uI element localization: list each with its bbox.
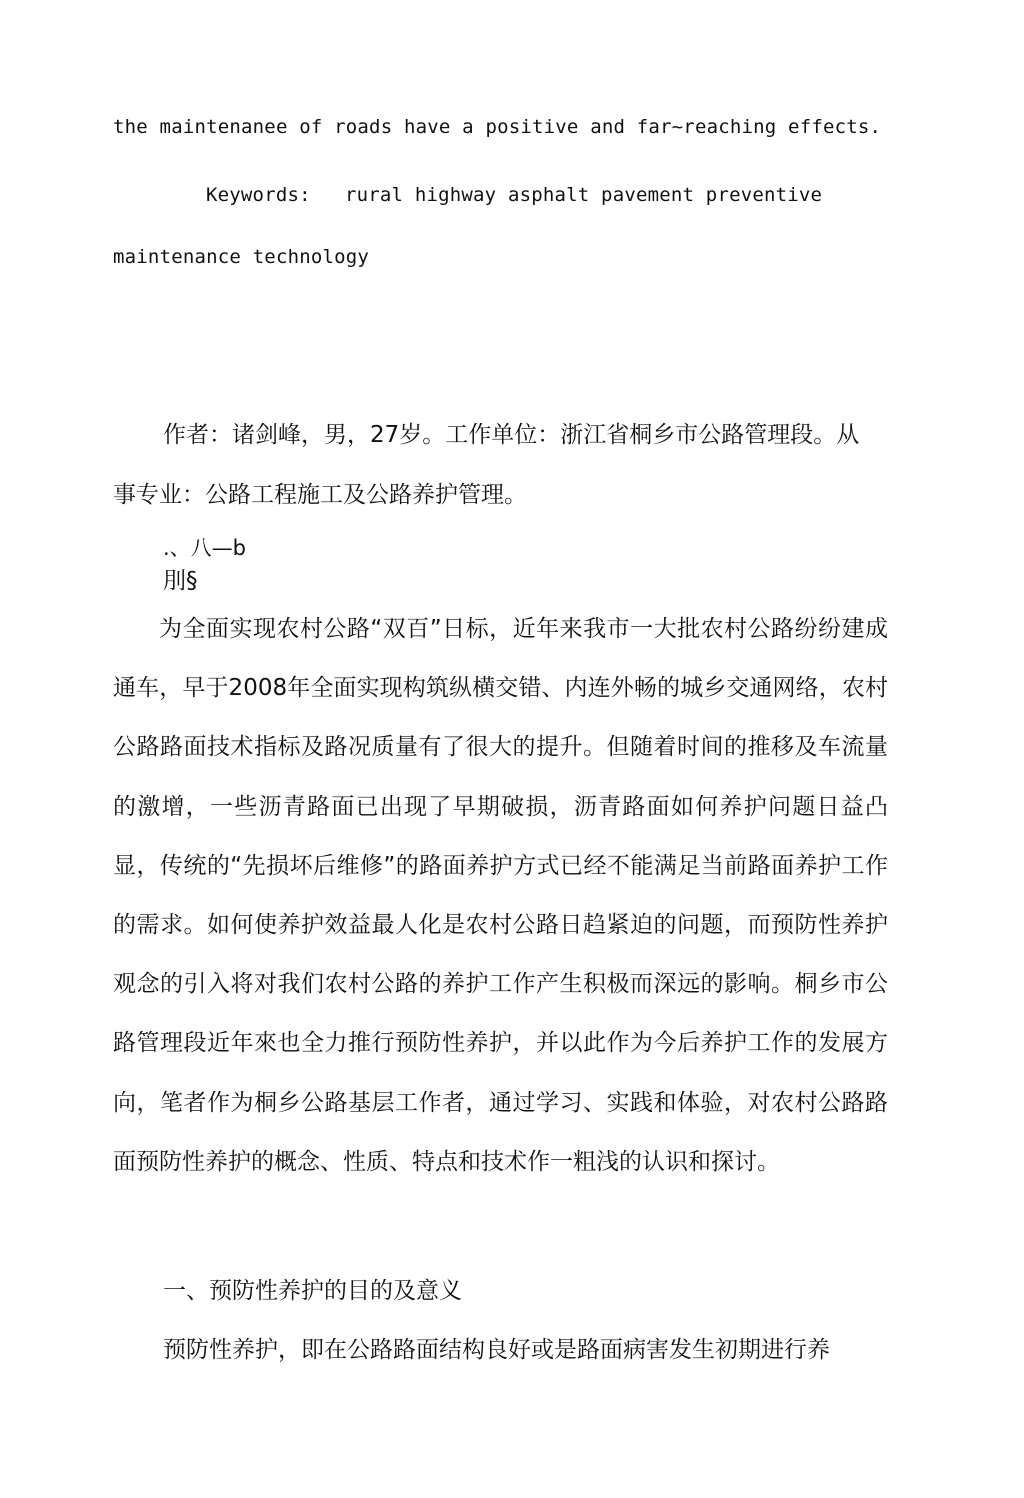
preface-heading: 刖§ bbox=[163, 568, 198, 594]
keywords-line-2: maintenance technology bbox=[113, 246, 370, 268]
section-1-heading: 一、预防性养护的目的及意义 bbox=[163, 1278, 462, 1304]
keywords-line-1: rural highway asphalt pavement preventive bbox=[345, 184, 823, 206]
author-info-line-2: 事专业：公路工程施工及公路养护管理。 bbox=[113, 482, 527, 508]
preface-heading-garbled: .、八—b bbox=[163, 536, 247, 560]
author-info-line-1: 作者：诸剑峰，男，27岁。工作单位：浙江省桐乡市公路管理段。从 bbox=[163, 422, 860, 448]
preface-paragraph: 为全面实现农村公路“双百”日标，近年来我市一大批农村公路纷纷建成通车，早于2008年全面实现构筑纵横交错、内连外畅的城乡交通网络，农村公路路面技术指标及路况质量有了很大的提升。但随着时间的推移及车流量的激增，一些沥青路面已出现了早期破损，沥青路面如何养护问题日益凸显，传统的“先损坏后维修”的路面养护方式已经不能满足当前路面养护工作的需求。如何使养护效益最人化是农村公路日趋紧迫的问题，而预防性养护观念的引入将对我们农村公路的养护工作产生积极而深远的影响。桐乡市公路管理段近年來也全力推行预防性养护，并以此作为今后养护工作的发展方向，笔者作为桐乡公路基层工作者，通过学习、实践和体验，对农村公路路面预防性养护的概念、性质、特点和技术作一粗浅的认识和探讨。 bbox=[113, 616, 888, 1175]
keywords-label: Keywords: bbox=[206, 184, 311, 206]
section-1-paragraph: 预防性养护，即在公路路面结构良好或是路面病害发生初期进行养 bbox=[163, 1337, 830, 1363]
abstract-last-line: the maintenanee of roads have a positive and far~reaching effects. bbox=[113, 116, 882, 138]
